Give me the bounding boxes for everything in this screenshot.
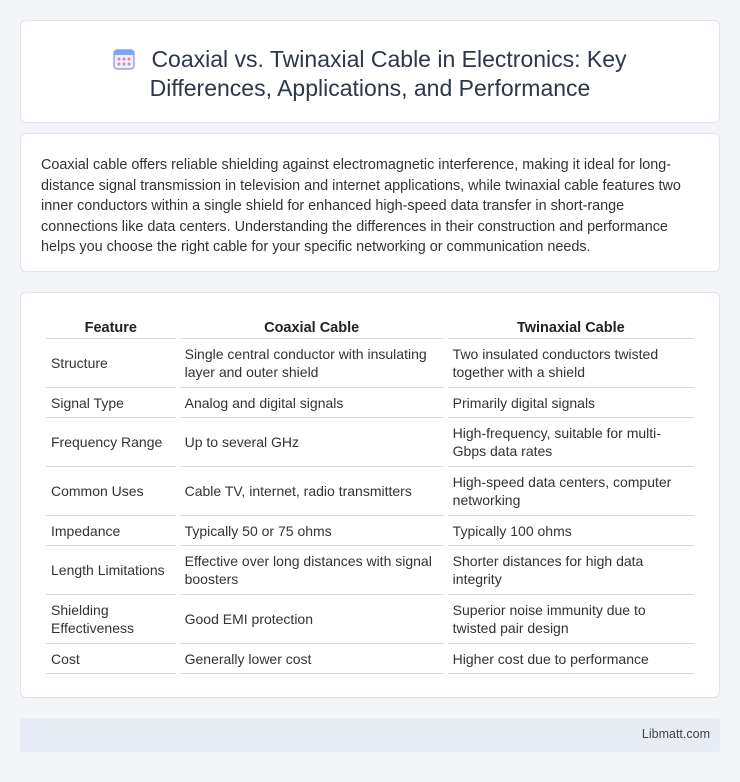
twinaxial-cell: Primarily digital signals xyxy=(448,388,694,418)
table-row xyxy=(46,388,694,418)
feature-cell: Common Uses xyxy=(46,467,176,516)
intro-paragraph: Coaxial cable offers reliable shielding against electromagnetic interference, making it ideal for long-distance signal transmission in television and internet applications, while twinaxial cable features two inner conductors within a single shield for enhanced high-speed data transfer in short-range connections like data centers. Understanding the differences in their construction and performance helps you choose the right cable for your specific networking or communication needs. xyxy=(41,157,681,255)
table-row xyxy=(46,516,694,546)
twinaxial-cell: High-speed data centers, computer networking xyxy=(448,467,694,516)
comparison-table xyxy=(42,315,698,674)
header-coaxial: Coaxial Cable xyxy=(180,315,444,339)
coaxial-cell: Up to several GHz xyxy=(180,418,444,467)
page-title-text: Coaxial vs. Twinaxial Cable in Electronics: Key Differences, Applications, and Performance xyxy=(149,46,627,101)
footer-site-link[interactable]: Libmatt.com xyxy=(641,727,710,741)
coaxial-cell: Good EMI protection xyxy=(180,595,444,644)
coaxial-cell: Effective over long distances with signal boosters xyxy=(180,546,444,595)
twinaxial-cell: Superior noise immunity due to twisted pair design xyxy=(448,595,694,644)
feature-cell: Cost xyxy=(46,644,176,674)
feature-cell: Signal Type xyxy=(46,388,176,418)
table-row xyxy=(46,595,694,644)
twinaxial-cell: Higher cost due to performance xyxy=(448,644,694,674)
coaxial-cell: Typically 50 or 75 ohms xyxy=(180,516,444,546)
table-header-row xyxy=(46,315,694,339)
feature-cell: Frequency Range xyxy=(46,418,176,467)
table-row xyxy=(46,418,694,467)
table-row xyxy=(46,546,694,595)
page-title xyxy=(21,45,719,103)
feature-cell: Shielding Effectiveness xyxy=(46,595,176,644)
title-card xyxy=(20,20,720,123)
comparison-table-card xyxy=(20,292,720,698)
twinaxial-cell: Two insulated conductors twisted together with a shield xyxy=(448,339,694,388)
intro-card xyxy=(20,133,720,272)
table-row xyxy=(46,339,694,388)
calendar-icon xyxy=(113,48,135,70)
twinaxial-cell: Typically 100 ohms xyxy=(448,516,694,546)
coaxial-cell: Single central conductor with insulating layer and outer shield xyxy=(180,339,444,388)
table-row xyxy=(46,467,694,516)
coaxial-cell: Analog and digital signals xyxy=(180,388,444,418)
header-feature: Feature xyxy=(46,315,176,339)
feature-cell: Impedance xyxy=(46,516,176,546)
twinaxial-cell: High-frequency, suitable for multi-Gbps data rates xyxy=(448,418,694,467)
twinaxial-cell: Shorter distances for high data integrity xyxy=(448,546,694,595)
table-row xyxy=(46,644,694,674)
feature-cell: Structure xyxy=(46,339,176,388)
feature-cell: Length Limitations xyxy=(46,546,176,595)
coaxial-cell: Cable TV, internet, radio transmitters xyxy=(180,467,444,516)
footer xyxy=(20,718,720,752)
header-twinaxial: Twinaxial Cable xyxy=(448,315,694,339)
coaxial-cell: Generally lower cost xyxy=(180,644,444,674)
